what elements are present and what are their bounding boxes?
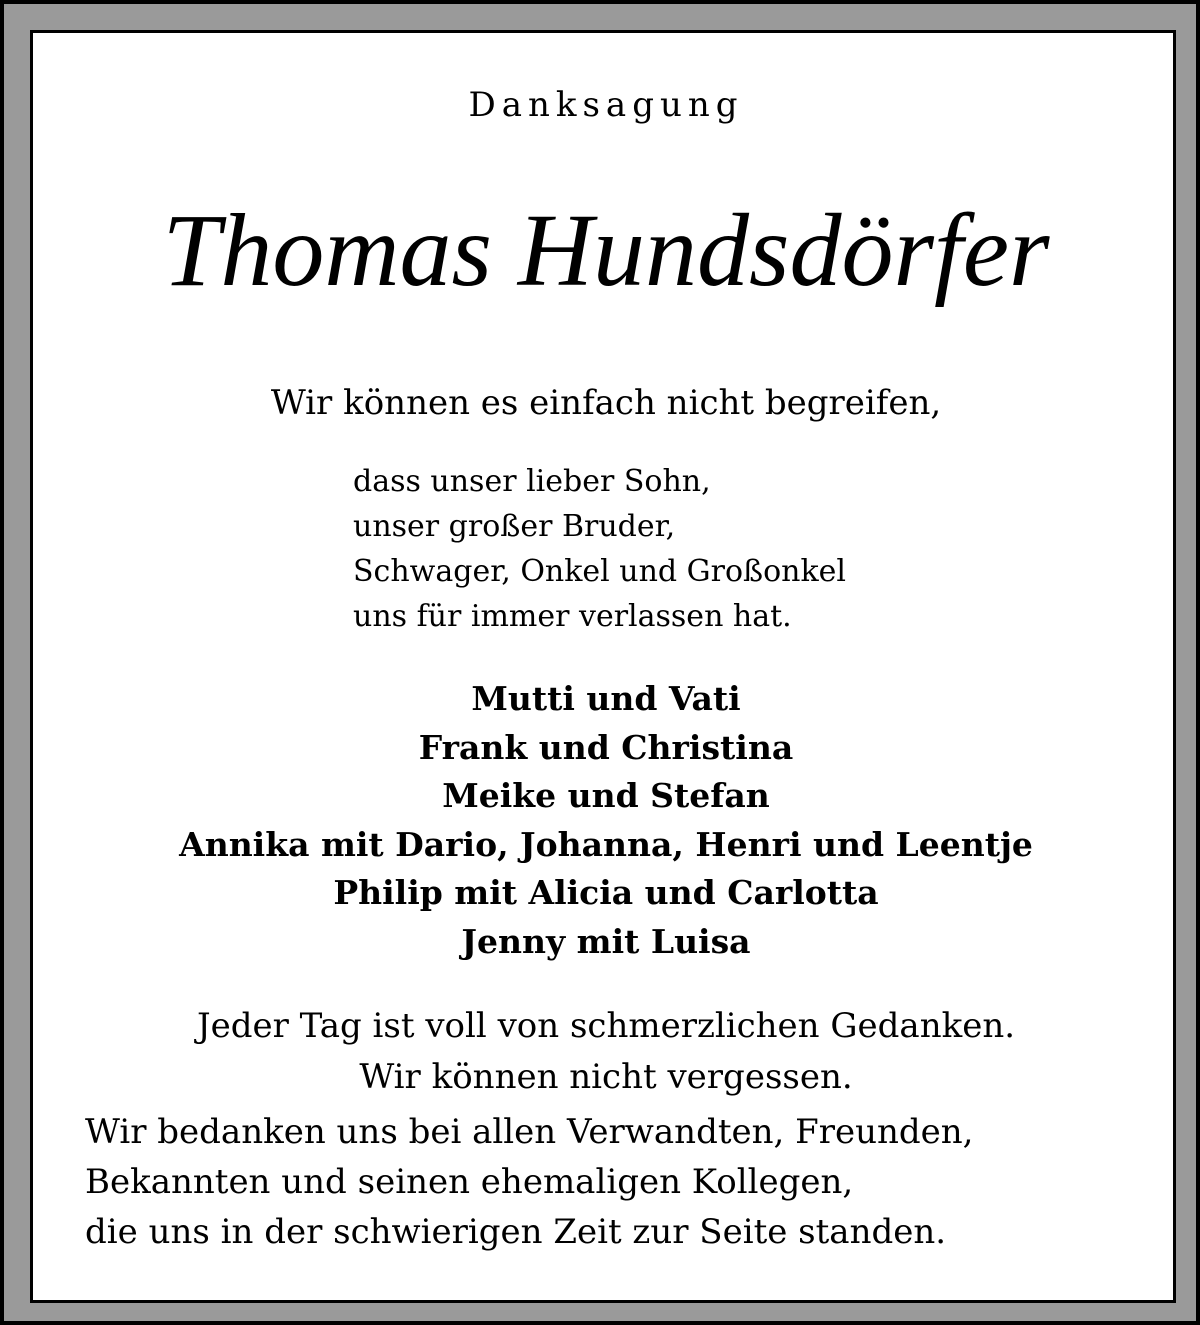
thanks-line: die uns in der schwierigen Zeit zur Seite standen. [85,1212,947,1252]
deceased-name: Thomas Hundsdörfer [162,193,1050,308]
family-signatures [33,675,1179,966]
verse-block [353,459,846,639]
verse-line: unser großer Bruder, [353,509,676,544]
verse-line: uns für immer verlassen hat. [353,599,792,634]
family-line: Annika mit Dario, Johanna, Henri und Leentje [179,824,1033,864]
closing-line: Jeder Tag ist voll von schmerzlichen Gedanken. [196,1006,1016,1046]
thanks-paragraph [85,1107,973,1257]
thanks-line: Wir bedanken uns bei allen Verwandten, Freunden, [85,1112,974,1152]
family-line: Frank und Christina [418,727,794,767]
notice-header: Danksagung [468,85,744,125]
family-line: Mutti und Vati [471,679,741,718]
family-line: Meike und Stefan [442,776,770,815]
closing-verse [33,1001,1179,1103]
lead-line: Wir können es einfach nicht begreifen, [270,383,942,423]
notice-card [30,30,1176,1303]
verse-line: dass unser lieber Sohn, [353,464,711,499]
family-line: Philip mit Alicia und Carlotta [333,873,879,912]
verse-line: Schwager, Onkel und Großonkel [353,554,846,589]
closing-line: Wir können nicht vergessen. [359,1057,853,1097]
family-line: Jenny mit Luisa [461,921,751,961]
thanks-line: Bekannten und seinen ehemaligen Kollegen, [85,1162,854,1202]
